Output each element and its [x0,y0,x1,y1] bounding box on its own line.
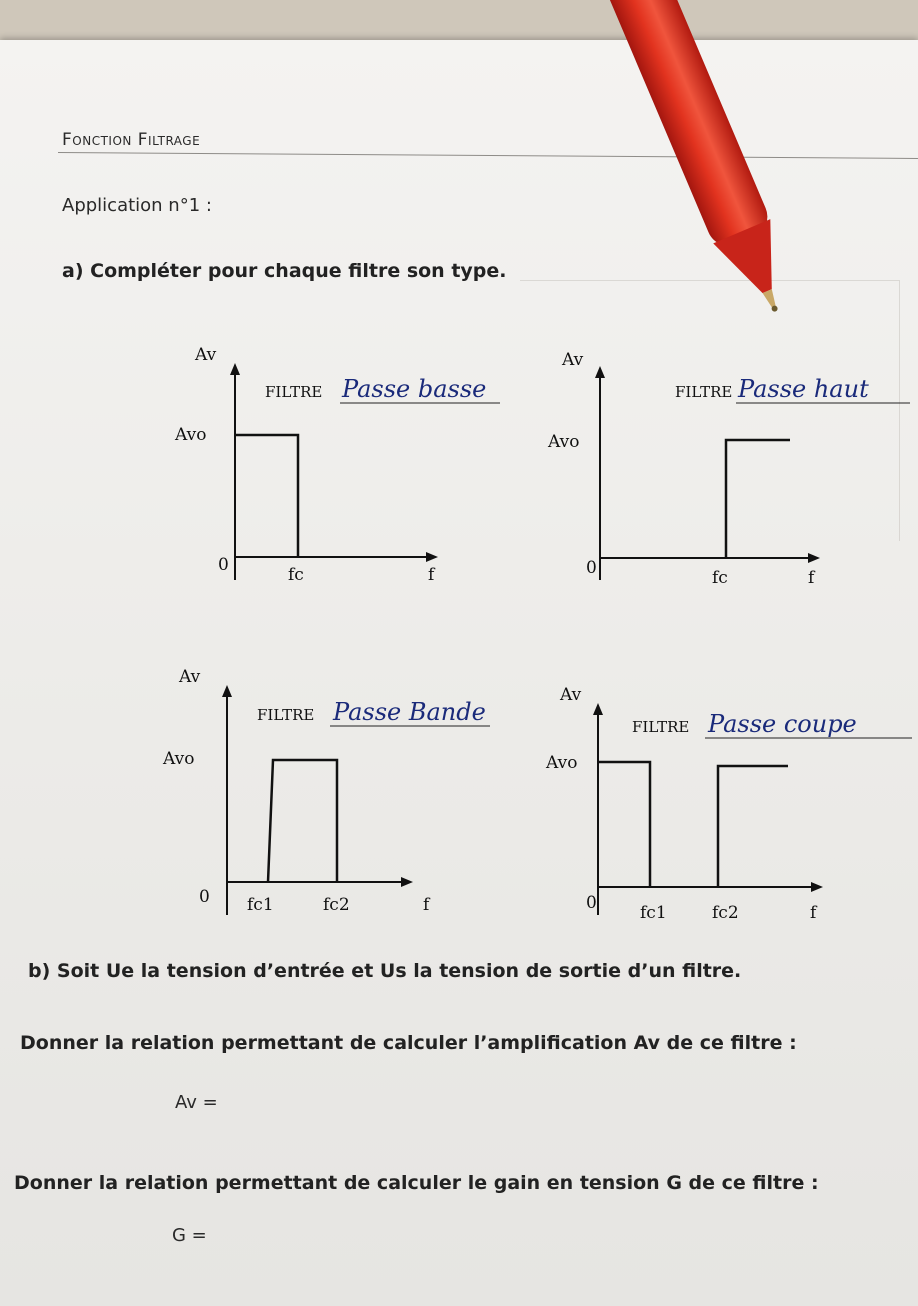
fc2-label: fc2 [712,903,739,923]
f-axis-label: f [808,568,815,588]
av-axis-label: Av [562,350,584,370]
page-header-title: Fonction Filtrage [62,130,201,150]
f-axis-label: f [428,565,435,585]
filtre-label: FILTRE [265,383,323,401]
avo-label: Avo [175,425,207,445]
origin-label: 0 [218,555,229,575]
f-axis-label: f [423,895,430,915]
fc1-label: fc1 [640,903,667,923]
av-axis-label: Av [195,345,217,365]
f-axis-label: f [810,903,817,923]
g-relation-prompt: Donner la relation permettant de calculer le gain en tension G de ce filtre : [14,1172,819,1194]
handwritten-answer: Passe Bande [333,698,486,726]
red-pen [0,0,918,360]
application-title: Application n°1 : [62,195,212,216]
avo-label: Avo [548,432,580,452]
bandstop-filter-graph [540,670,918,940]
handwritten-answer: Passe haut [738,375,869,403]
fc1-label: fc1 [247,895,274,915]
fc2-label: fc2 [323,895,350,915]
question-b: b) Soit Ue la tension d’entrée et Us la tension de sortie d’un filtre. [28,960,742,982]
handwritten-answer: Passe coupe [708,710,857,738]
av-equation-label: Av = [175,1092,218,1113]
av-axis-label: Av [179,667,201,687]
av-axis-label: Av [560,685,582,705]
av-relation-prompt: Donner la relation permettant de calculer l’amplification Av de ce filtre : [20,1032,797,1054]
origin-label: 0 [586,558,597,578]
highpass-filter-graph [540,345,918,605]
bandpass-filter-graph [155,660,486,930]
fc-label: fc [288,565,304,585]
question-a: a) Compléter pour chaque filtre son type. [62,260,507,282]
filtre-label: FILTRE [632,718,690,736]
origin-label: 0 [199,887,210,907]
filtre-label: FILTRE [675,383,733,401]
g-equation-label: G = [172,1225,207,1246]
avo-label: Avo [163,749,195,769]
handwritten-answer: Passe basse [342,375,487,403]
fc-label: fc [712,568,728,588]
origin-label: 0 [586,893,597,913]
lowpass-filter-graph [160,335,487,595]
avo-label: Avo [546,753,578,773]
filtre-label: FILTRE [257,706,315,724]
